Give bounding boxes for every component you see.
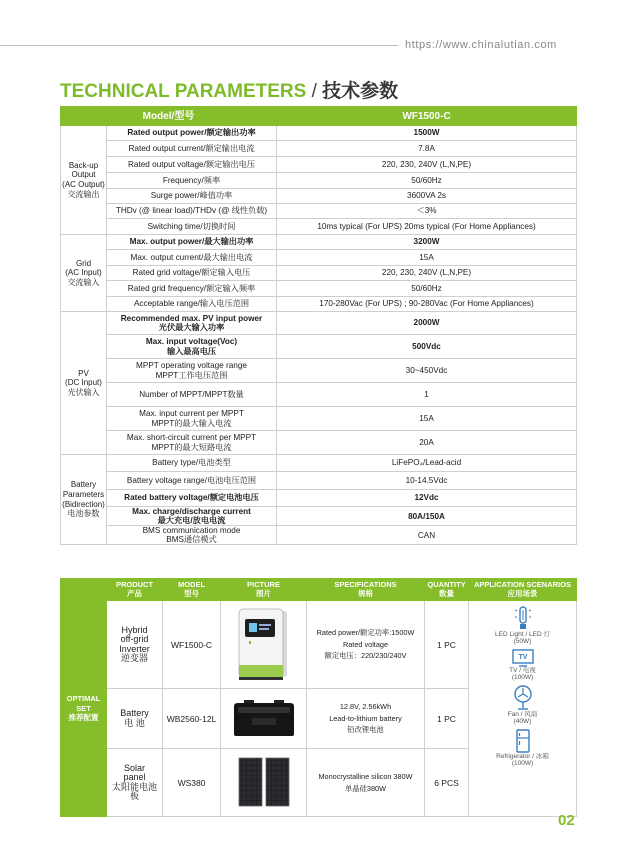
- spec-param: [107, 297, 277, 312]
- spec-value-line: 15A: [419, 413, 434, 423]
- spec-param-line: Max. input voltage(Voc): [145, 337, 238, 347]
- spec-param: [107, 157, 277, 173]
- spec-category-line: (AC Output): [62, 180, 105, 189]
- product-name-line: Battery: [120, 708, 149, 719]
- product-name-line: off-grid: [120, 634, 149, 645]
- spec-value: [277, 250, 577, 266]
- spec-row: [61, 189, 577, 204]
- spec-row: [61, 204, 577, 219]
- spec-value: [277, 189, 577, 204]
- spec-value-line: 3600VA 2s: [407, 191, 447, 201]
- spec-value-line: 220, 230, 240V (L,N,PE): [381, 159, 472, 169]
- spec-value: [277, 297, 577, 312]
- scenario-label: [496, 753, 549, 768]
- spec-value-line: 220, 230, 240V (L,N,PE): [381, 268, 472, 278]
- spec-param-line: Rated grid voltage/额定输入电压: [132, 268, 251, 278]
- spec-row: [61, 490, 577, 507]
- scenario-tv: [471, 649, 574, 682]
- spec-row: [61, 157, 577, 173]
- header-scenarios-zh: 应用场景: [507, 588, 538, 598]
- spec-category-line: Back-up: [68, 160, 99, 170]
- scenario-label-line: (50W): [513, 638, 532, 646]
- spec-param-line: BMS communication mode: [142, 526, 241, 536]
- spec-value-line: 15A: [419, 252, 434, 262]
- spec-param: [107, 407, 277, 431]
- spec-value-line: 170-280Vac (For UPS) ; 90-280Vac (For Home Appliances): [319, 299, 534, 309]
- spec-line: 单晶硅380W: [345, 783, 386, 793]
- product-name-line: Solar: [123, 762, 145, 773]
- spec-category-line: 电池参数: [67, 509, 100, 519]
- header-specifications-en: SPECIFICATIONS: [334, 579, 397, 589]
- spec-value: [277, 157, 577, 173]
- header-scenarios-en: APPLICATION SCENARIOS: [474, 579, 571, 589]
- scenario-label: [509, 667, 536, 682]
- spec-row: [61, 359, 577, 383]
- spec-row: [61, 312, 577, 335]
- header-picture-en: PICTURE: [247, 579, 280, 589]
- spec-row: [61, 219, 577, 235]
- spec-value-line: LiFePO₄/Lead-acid: [391, 458, 462, 468]
- spec-value: [277, 335, 577, 359]
- spec-param-line: 最大充电/放电电流: [157, 516, 226, 526]
- spec-param: [107, 526, 277, 545]
- scenario-label: [495, 631, 550, 646]
- spec-param: [107, 507, 277, 526]
- spec-param-line: Rated grid frequency/额定输入频率: [127, 283, 256, 293]
- spec-param-line: Max. input current per MPPT: [139, 409, 244, 419]
- header-quantity-zh: 数量: [439, 588, 454, 598]
- spec-value-line: 12Vdc: [414, 493, 439, 503]
- spec-category: [61, 455, 107, 545]
- scenario-label-line: Fan / 风扇: [507, 710, 538, 718]
- spec-value: [277, 204, 577, 219]
- scenario-label-line: (40W): [513, 718, 532, 726]
- spec-value: [277, 472, 577, 490]
- model-cell: WF1500-C: [163, 601, 221, 689]
- spec-param-line: MPPT工作电压范围: [155, 370, 228, 380]
- spec-param-line: Rated output power/额定输出功率: [127, 128, 256, 138]
- spec-row: [61, 281, 577, 297]
- spec-param: [107, 126, 277, 141]
- spec-value-line: 10-14.5Vdc: [405, 475, 448, 485]
- spec-value: [277, 266, 577, 281]
- spec-param-line: Max. charge/discharge current: [132, 507, 251, 516]
- spec-table-body: [61, 126, 577, 545]
- picture-cell: [221, 749, 307, 817]
- spec-param-line: MPPT operating voltage range: [136, 361, 247, 371]
- product-battery: [107, 689, 163, 749]
- spec-param: [107, 189, 277, 204]
- optimal-set-label-line: SET: [76, 703, 91, 713]
- spec-category-line: 交流输入: [67, 277, 100, 287]
- spec-value: [277, 526, 577, 545]
- model-cell: WB2560-12L: [163, 689, 221, 749]
- spec-value: [277, 235, 577, 250]
- spec-row: [61, 526, 577, 545]
- quantity-cell: 6 PCS: [425, 749, 469, 817]
- spec-param: [107, 335, 277, 359]
- refrigerator-icon: [516, 729, 530, 753]
- header-quantity-en: QUANTITY: [427, 579, 466, 589]
- spec-value: [277, 281, 577, 297]
- spec-value-line: 20A: [419, 437, 434, 447]
- scenario-label-line: TV / 电视: [509, 666, 536, 674]
- spec-line: 12.8V, 2.56kWh: [339, 701, 392, 711]
- product-name-line: 逆变器: [120, 652, 148, 663]
- spec-category-line: Parameters: [62, 489, 105, 499]
- spec-value-line: 50/60Hz: [411, 283, 442, 293]
- spec-param-line: BMS通信模式: [166, 535, 217, 545]
- product-inverter: [107, 601, 163, 689]
- spec-value-line: 500Vdc: [412, 341, 441, 351]
- tv-icon: [512, 649, 534, 667]
- spec-param: [107, 490, 277, 507]
- spec-param-line: Frequency/频率: [162, 175, 221, 185]
- technical-parameters-table: [60, 106, 577, 545]
- spec-value: [277, 126, 577, 141]
- spec-param: [107, 219, 277, 235]
- optimal-set-corner: [61, 579, 107, 601]
- spec-category-line: 交流输出: [67, 189, 100, 199]
- optimal-set-label-line: 推荐配置: [68, 713, 99, 723]
- spec-param: [107, 472, 277, 490]
- spec-param-line: Acceptable range/输入电压范围: [133, 299, 250, 309]
- optimal-set-label-line: OPTIMAL: [66, 693, 101, 703]
- spec-param-line: Battery type/电池类型: [152, 458, 231, 468]
- spec-row: [61, 235, 577, 250]
- picture-cell: [221, 601, 307, 689]
- page-title-en: TECHNICAL PARAMETERS: [60, 81, 307, 102]
- spec-category-line: (DC Input): [65, 378, 102, 388]
- spec-line: Rated voltage: [342, 639, 389, 649]
- spec-row: [61, 383, 577, 407]
- spec-param-line: Max. output power/最大输出功率: [129, 237, 254, 247]
- scenario-led-light: [471, 605, 574, 646]
- header-product-en: PRODUCT: [115, 579, 154, 589]
- header-model: [163, 579, 221, 601]
- spec-value-line: 10ms typical (For UPS) 20ms typical (For Home Appliances): [317, 221, 536, 231]
- header-model-en: MODEL: [177, 579, 206, 589]
- scenario-label-line: Refrigerator / 冰箱: [496, 752, 549, 760]
- spec-param-line: Rated battery voltage/额定电池电压: [124, 493, 259, 503]
- battery-image: [230, 698, 298, 738]
- header-scenarios: [469, 579, 577, 601]
- spec-row: [61, 250, 577, 266]
- spec-value-line: 50/60Hz: [411, 175, 442, 185]
- spec-value-line: 3200W: [413, 237, 440, 247]
- spec-value-line: 7.8A: [418, 143, 435, 153]
- header-picture: [221, 579, 307, 601]
- application-scenarios-cell: [469, 601, 577, 817]
- spec-row: [61, 407, 577, 431]
- spec-param-line: Number of MPPT/MPPT数量: [139, 389, 244, 399]
- header-specifications: [307, 579, 425, 601]
- header-model-zh: 型号: [184, 588, 199, 598]
- scenario-label-line: LED Light / LED 灯: [495, 631, 550, 638]
- spec-param-line: Surge power/峰值功率: [150, 191, 233, 201]
- spec-value: [277, 490, 577, 507]
- spec-value: [277, 407, 577, 431]
- product-name-line: Hybrid: [121, 624, 148, 635]
- page-title-zh: 技术参数: [322, 81, 399, 102]
- spec-category-line: (Bidirection): [62, 499, 105, 509]
- spec-param-line: Recommended max. PV input power: [120, 313, 263, 323]
- spec-line: Rated power/额定功率:1500W: [316, 627, 415, 637]
- model-cell: WS380: [163, 749, 221, 817]
- page-number: 02: [558, 812, 575, 829]
- solar-panel-image: [237, 756, 291, 808]
- spec-value-line: CAN: [417, 530, 436, 540]
- spec-header-row: [61, 107, 577, 126]
- svg-text:TV: TV: [518, 653, 527, 661]
- optimal-set-table: [60, 578, 577, 817]
- spec-param: [107, 235, 277, 250]
- led-light-icon: [515, 605, 531, 631]
- spec-param: [107, 204, 277, 219]
- page-title-separator: /: [306, 81, 323, 102]
- page-title: [60, 76, 398, 103]
- product-name-line: Inverter: [119, 643, 150, 654]
- spec-value: [277, 383, 577, 407]
- spec-param-line: Max. short-circuit current per MPPT: [126, 433, 257, 443]
- optimal-row-inverter: [61, 601, 577, 689]
- spec-row: [61, 431, 577, 455]
- spec-value-line: 30~450Vdc: [405, 365, 448, 375]
- product-solar: [107, 749, 163, 817]
- spec-category-line: Output: [71, 170, 96, 180]
- picture-cell: [221, 689, 307, 749]
- quantity-cell: 1 PC: [425, 601, 469, 689]
- spec-line: 铅改锂电池: [347, 725, 384, 735]
- specs-cell: [307, 689, 425, 749]
- spec-value: [277, 507, 577, 526]
- spec-param: [107, 250, 277, 266]
- header-product-zh: 产品: [127, 588, 142, 598]
- spec-row: [61, 141, 577, 157]
- spec-row: [61, 297, 577, 312]
- header-divider: [0, 45, 398, 46]
- spec-row: [61, 507, 577, 526]
- quantity-cell: 1 PC: [425, 689, 469, 749]
- spec-value: [277, 312, 577, 335]
- optimal-set-label: [61, 601, 107, 817]
- spec-line: 额定电压：220/230/240V: [324, 651, 407, 661]
- spec-row: [61, 173, 577, 189]
- spec-param: [107, 431, 277, 455]
- spec-param: [107, 359, 277, 383]
- spec-category: [61, 126, 107, 235]
- spec-value: [277, 359, 577, 383]
- spec-value: [277, 219, 577, 235]
- spec-param: [107, 455, 277, 472]
- spec-param-line: Battery voltage range/电池电压范围: [126, 475, 257, 485]
- spec-line: Lead-to-lithium battery: [329, 713, 402, 723]
- fan-icon: [513, 685, 533, 711]
- spec-category-line: Grid: [75, 258, 92, 268]
- header-specifications-zh: 规格: [358, 588, 373, 598]
- spec-value-line: ＜3%: [416, 206, 437, 216]
- spec-param: [107, 173, 277, 189]
- spec-category-line: (AC Input): [65, 268, 102, 278]
- scenario-label-line: (100W): [511, 674, 534, 682]
- spec-value-line: 2000W: [413, 318, 440, 328]
- scenario-label-line: (100W): [511, 760, 534, 768]
- header-product: [107, 579, 163, 601]
- spec-row: [61, 126, 577, 141]
- spec-row: [61, 335, 577, 359]
- spec-param: [107, 312, 277, 335]
- optimal-set-header-row: [61, 579, 577, 601]
- spec-value-line: 1: [424, 389, 429, 399]
- spec-value: [277, 173, 577, 189]
- spec-param-line: Switching time/切换时间: [147, 221, 236, 231]
- spec-param: [107, 266, 277, 281]
- spec-category-line: PV: [78, 368, 89, 378]
- spec-category-line: Battery: [70, 480, 97, 490]
- product-name-line: 太阳能电池板: [111, 781, 157, 801]
- spec-row: [61, 455, 577, 472]
- spec-category: [61, 312, 107, 455]
- spec-value-line: 1500W: [413, 128, 440, 138]
- spec-category-line: 光伏输入: [67, 387, 100, 397]
- spec-value: [277, 431, 577, 455]
- spec-param: [107, 383, 277, 407]
- spec-param-line: Max. output current/最大输出电流: [130, 252, 253, 262]
- spec-param: [107, 281, 277, 297]
- specs-cell: [307, 601, 425, 689]
- spec-param: [107, 141, 277, 157]
- inverter-image: [233, 605, 295, 683]
- scenario-label: [508, 711, 538, 726]
- spec-value-line: 80A/150A: [408, 511, 445, 521]
- spec-category: [61, 235, 107, 312]
- website-url[interactable]: https://www.chinalutian.com: [405, 39, 557, 51]
- spec-row: [61, 472, 577, 490]
- header-quantity: [425, 579, 469, 601]
- spec-param-line: MPPT的最大短路电流: [151, 442, 232, 452]
- header-picture-zh: 图片: [256, 588, 271, 598]
- spec-param-line: Rated output voltage/额定输出电压: [128, 159, 255, 169]
- scenario-fan: [471, 685, 574, 726]
- product-name-line: 电 池: [124, 717, 145, 728]
- spec-param-line: 光伏最大输入功率: [158, 323, 225, 332]
- specs-cell: [307, 749, 425, 817]
- spec-value: [277, 141, 577, 157]
- spec-param-line: THDv (@ linear load)/THDv (@ 线性负载): [115, 206, 268, 216]
- spec-param-line: 输入最高电压: [166, 346, 217, 356]
- scenario-refrigerator: [471, 729, 574, 768]
- product-name-line: panel: [123, 772, 146, 783]
- spec-header-value: WF1500-C: [277, 107, 577, 126]
- spec-header-model: Model/型号: [61, 107, 277, 126]
- spec-row: [61, 266, 577, 281]
- spec-value: [277, 455, 577, 472]
- spec-param-line: MPPT的最大输入电流: [151, 418, 232, 428]
- spec-param-line: Rated output current/额定输出电流: [128, 143, 255, 153]
- spec-line: Monocrystalline silicon 380W: [318, 771, 413, 781]
